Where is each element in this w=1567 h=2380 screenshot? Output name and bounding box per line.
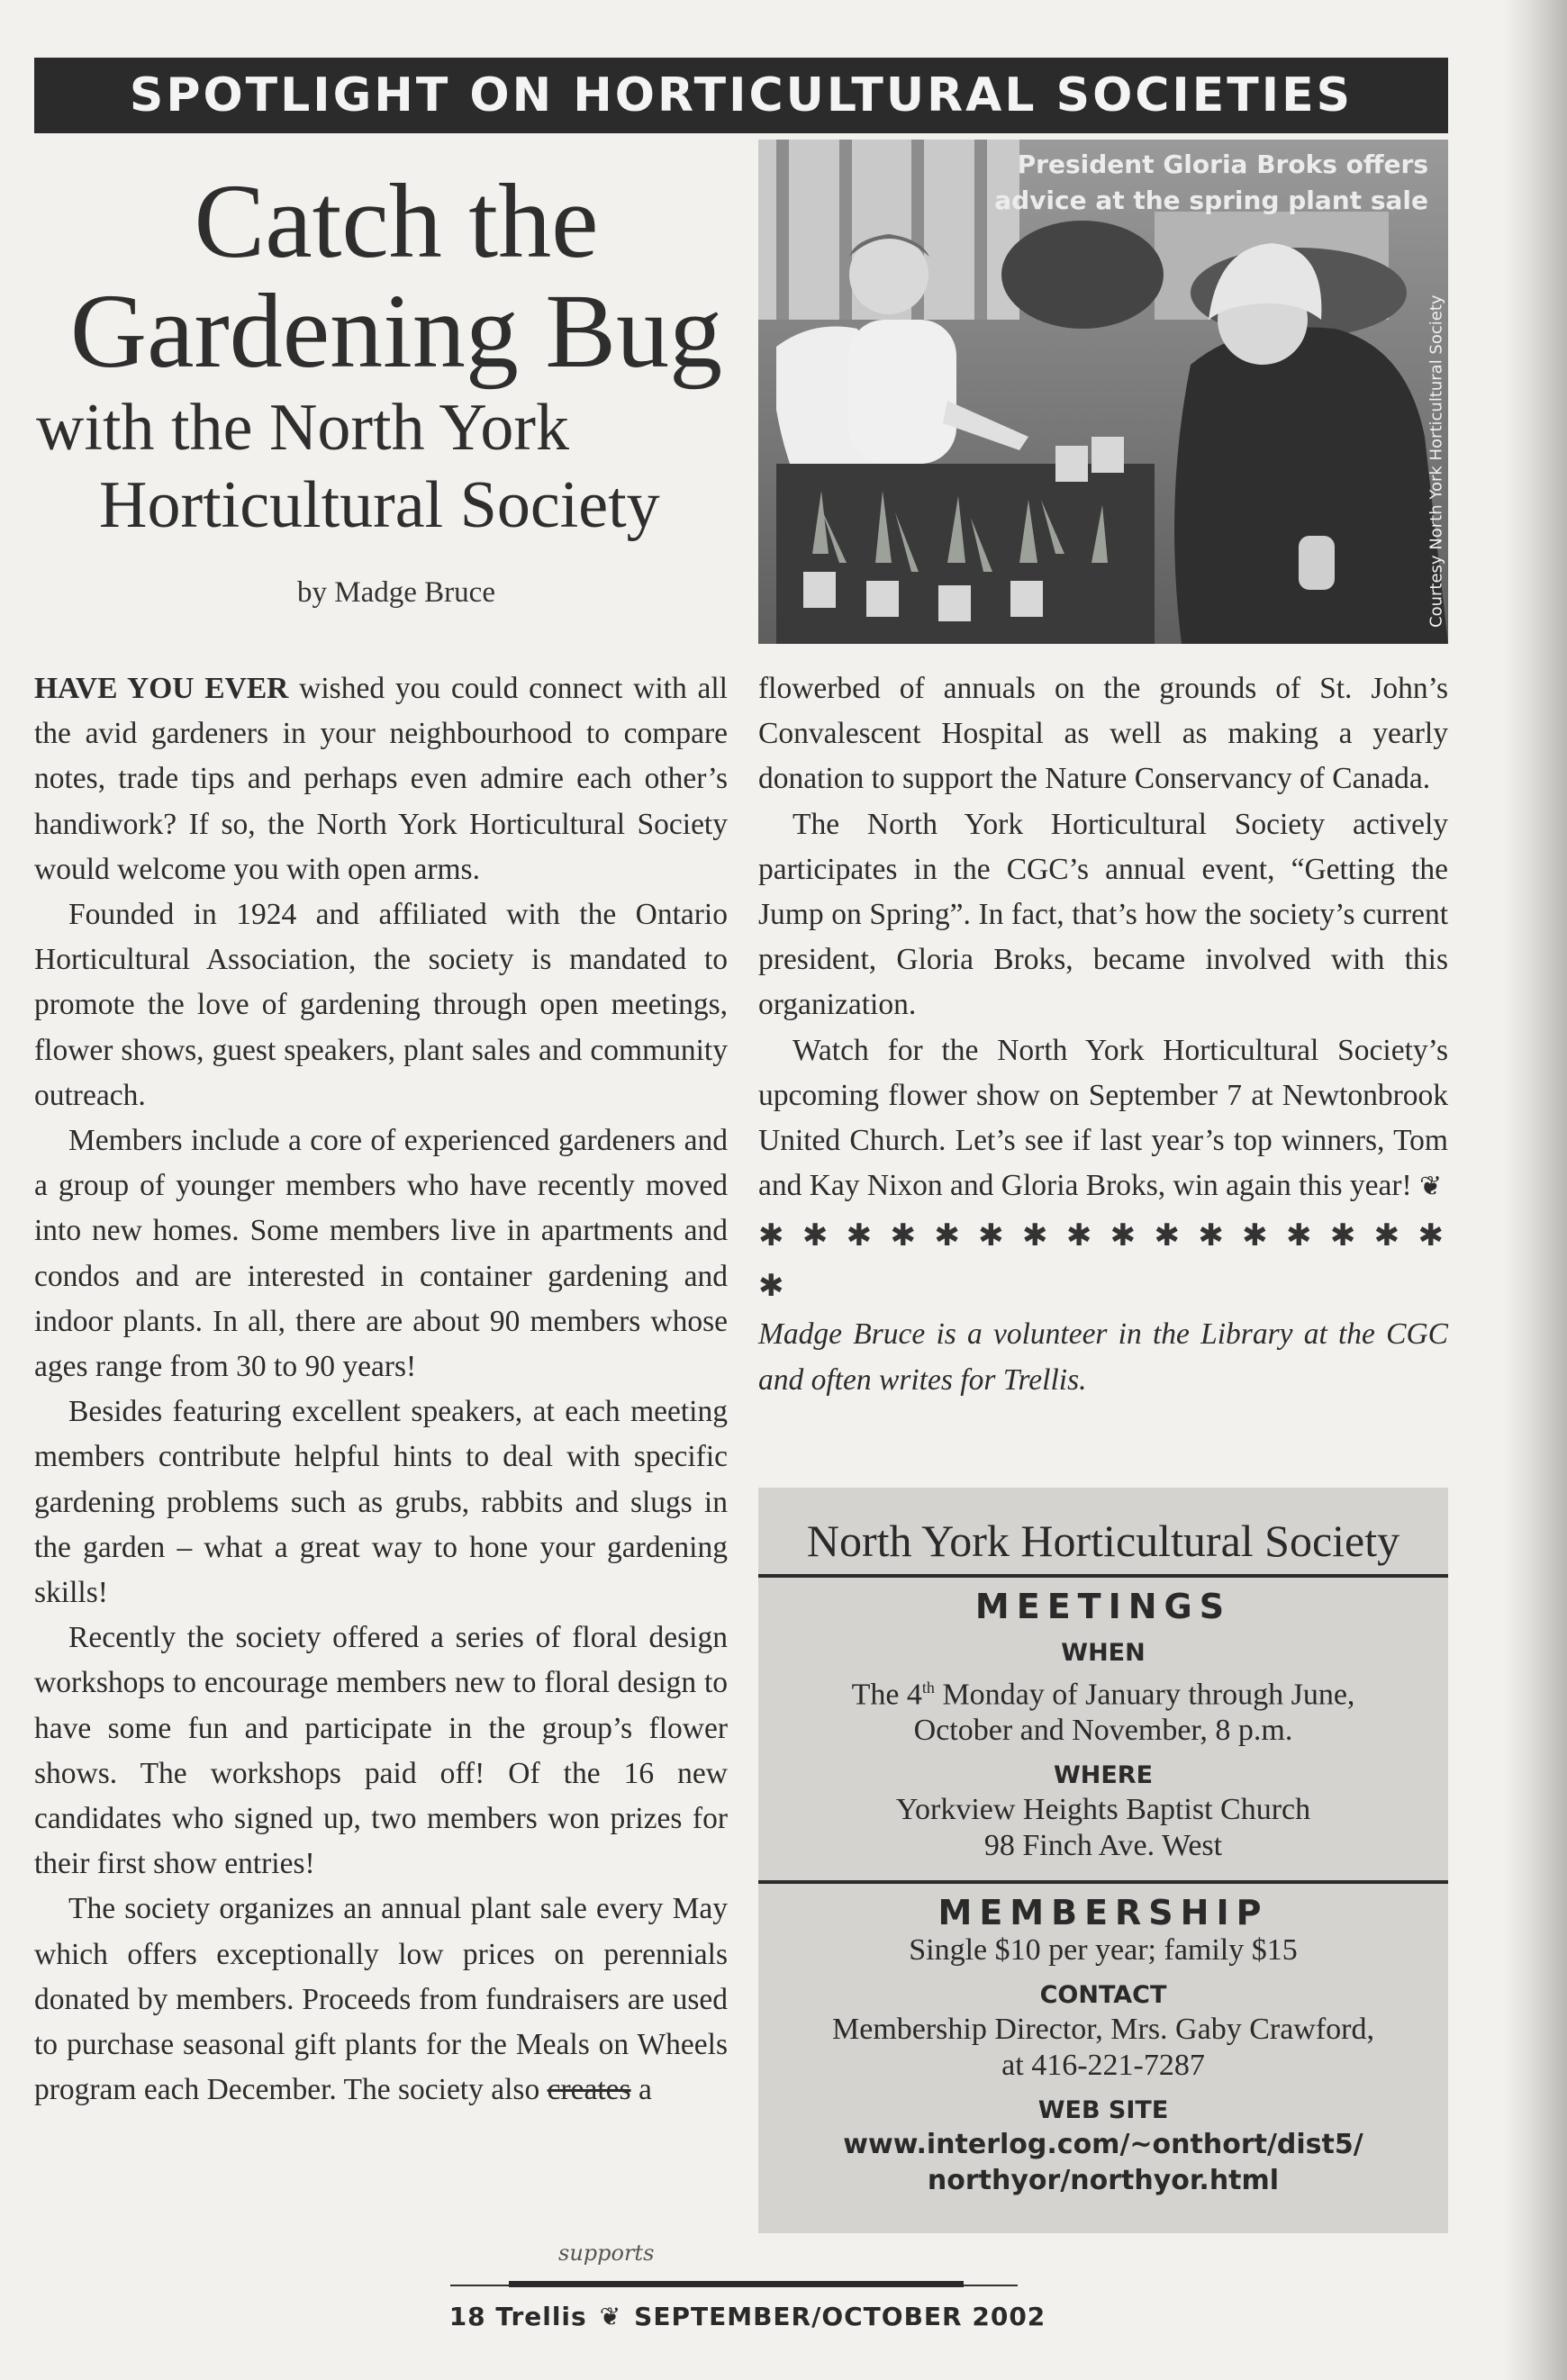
info-box-divider-2 bbox=[758, 1880, 1448, 1884]
contact-label: CONTACT bbox=[1039, 1981, 1167, 2010]
headline-line-1: Catch the bbox=[194, 162, 599, 280]
author-bio: Madge Bruce is a volunteer in the Library at the CGC and often writes for Trellis. bbox=[758, 1317, 1448, 1397]
where-line-2: 98 Finch Ave. West bbox=[983, 1829, 1223, 1863]
when-text-post: Monday of January through June, bbox=[934, 1678, 1355, 1712]
page-edge-shadow bbox=[1504, 0, 1567, 2380]
when-line-1 bbox=[758, 1670, 1448, 1713]
headline-line-2: Gardening Bug bbox=[69, 272, 723, 390]
contact-line-2: at 416-221-7287 bbox=[1001, 2049, 1205, 2083]
web-url-line-2: northyor/northyor.html bbox=[927, 2165, 1280, 2197]
byline: by Madge Bruce bbox=[297, 576, 495, 609]
paragraph-6 bbox=[34, 1887, 728, 2113]
article-column-left bbox=[34, 666, 728, 2113]
info-box-title: North York Horticultural Society bbox=[806, 1516, 1400, 1566]
paragraph-6-end: a bbox=[638, 2073, 652, 2107]
struck-word: creates bbox=[547, 2073, 631, 2107]
paragraph-1-text: wished you could connect with all the avid gardeners in your neighbourhood to compare notes, trade tips and perhaps even admire each other’s handiwork? If so, the North York Horticultural Society would welcome you with open arms. bbox=[34, 672, 728, 886]
paragraph-9-text: Watch for the North York Horticultural Society’s upcoming flower show on September 7 at Newtonbrook United Church. Let’s see if last year’s top winners, Tom and Kay Nixon and Gloria Broks, win again this year! bbox=[758, 1033, 1448, 1203]
subheadline bbox=[36, 389, 756, 544]
paragraph-6-start: The society organizes an annual plant sale every May which offers exceptionally low prices on perennials donated by members. Proceeds from fundraisers are used to purchase seasonal gift plants for the Meals on Wheels program each December. The society also bbox=[34, 1892, 728, 2107]
page-footer bbox=[432, 2302, 1063, 2331]
end-mark-icon: ❦ bbox=[1419, 1172, 1443, 1202]
membership-heading: MEMBERSHIP bbox=[937, 1893, 1269, 1933]
footer-rule-thick bbox=[509, 2281, 964, 2287]
paragraph-3: Members include a core of experienced gardeners and a group of younger members who have recently moved into new homes. Some members live in apartments and condos and are interested in container gardening and indoor plants. In all, there are about 90 members whose ages range from 30 to 90 years! bbox=[34, 1124, 728, 1384]
lead-in: HAVE YOU EVER bbox=[34, 672, 289, 705]
paragraph-4: Besides featuring excellent speakers, at each meeting members contribute helpful hints to deal with specific gardening problems such as grubs, rabbits and slugs in the garden – what a great way to hone your gardening skills! bbox=[34, 1395, 728, 1610]
paragraph-1 bbox=[34, 666, 728, 892]
paragraph-7: flowerbed of annuals on the grounds of St. John’s Convalescent Hospital as well as making a yearly donation to support the Nature Conservancy of Canada. bbox=[758, 672, 1448, 796]
info-box bbox=[758, 1488, 1448, 2233]
paragraph-2: Founded in 1924 and affiliated with the Ontario Horticultural Association, the society is mandated to promote the love of gardening through open meetings, flower shows, guest speakers, plant sales and community outreach. bbox=[34, 898, 728, 1112]
star-divider: ✱ ✱ ✱ ✱ ✱ ✱ ✱ ✱ ✱ ✱ ✱ ✱ ✱ ✱ ✱ ✱ ✱ bbox=[758, 1219, 1448, 1304]
article-photo bbox=[758, 140, 1448, 644]
info-box-divider bbox=[758, 1574, 1448, 1578]
photo-caption-line-2: advice at the spring plant sale bbox=[994, 186, 1428, 215]
page-number: 18 Trellis bbox=[448, 2302, 587, 2331]
when-line-2: October and November, 8 p.m. bbox=[913, 1714, 1293, 1748]
paragraph-8: The North York Horticultural Society actively participates in the CGC’s annual event, “Getting the Jump on Spring”. In fact, that’s how the society’s current president, Gloria Broks, became involved with this organization. bbox=[758, 807, 1448, 1022]
subheadline-line-1: with the North York bbox=[36, 391, 570, 465]
photo-credit: Courtesy North York Horticultural Society bbox=[1427, 294, 1446, 628]
when-text-sup: th bbox=[921, 1679, 935, 1697]
meetings-heading: MEETINGS bbox=[974, 1587, 1232, 1626]
handwritten-correction: supports bbox=[558, 2240, 655, 2266]
when-text-pre: The 4 bbox=[851, 1678, 922, 1712]
paragraph-9 bbox=[758, 1028, 1448, 1210]
web-url-line-1: www.interlog.com/~onthort/dist5/ bbox=[843, 2129, 1363, 2161]
photo-caption bbox=[978, 147, 1428, 219]
leaf-icon: ❦ bbox=[599, 2302, 622, 2331]
contact-line-1: Membership Director, Mrs. Gaby Crawford, bbox=[832, 2013, 1374, 2047]
web-label: WEB SITE bbox=[1037, 2096, 1169, 2125]
issue-date: SEPTEMBER/OCTOBER 2002 bbox=[634, 2302, 1046, 2331]
paragraph-5: Recently the society offered a series of floral design workshops to encourage members new to floral design to have some fun and participate in the group’s flower shows. The workshops paid off! Of the 16 new candidates who signed up, two members won prizes for their first show entries! bbox=[34, 1621, 728, 1881]
section-banner: SPOTLIGHT ON HORTICULTURAL SOCIETIES bbox=[34, 58, 1448, 133]
headline bbox=[36, 162, 756, 390]
photo-caption-line-1: President Gloria Broks offers bbox=[1017, 149, 1428, 179]
membership-fee: Single $10 per year; family $15 bbox=[909, 1933, 1298, 1968]
where-line-1: Yorkview Heights Baptist Church bbox=[895, 1793, 1311, 1827]
when-label: WHEN bbox=[1061, 1639, 1146, 1667]
article-column-right bbox=[758, 666, 1448, 1403]
where-label: WHERE bbox=[1053, 1761, 1154, 1790]
subheadline-line-2: Horticultural Society bbox=[99, 468, 660, 542]
